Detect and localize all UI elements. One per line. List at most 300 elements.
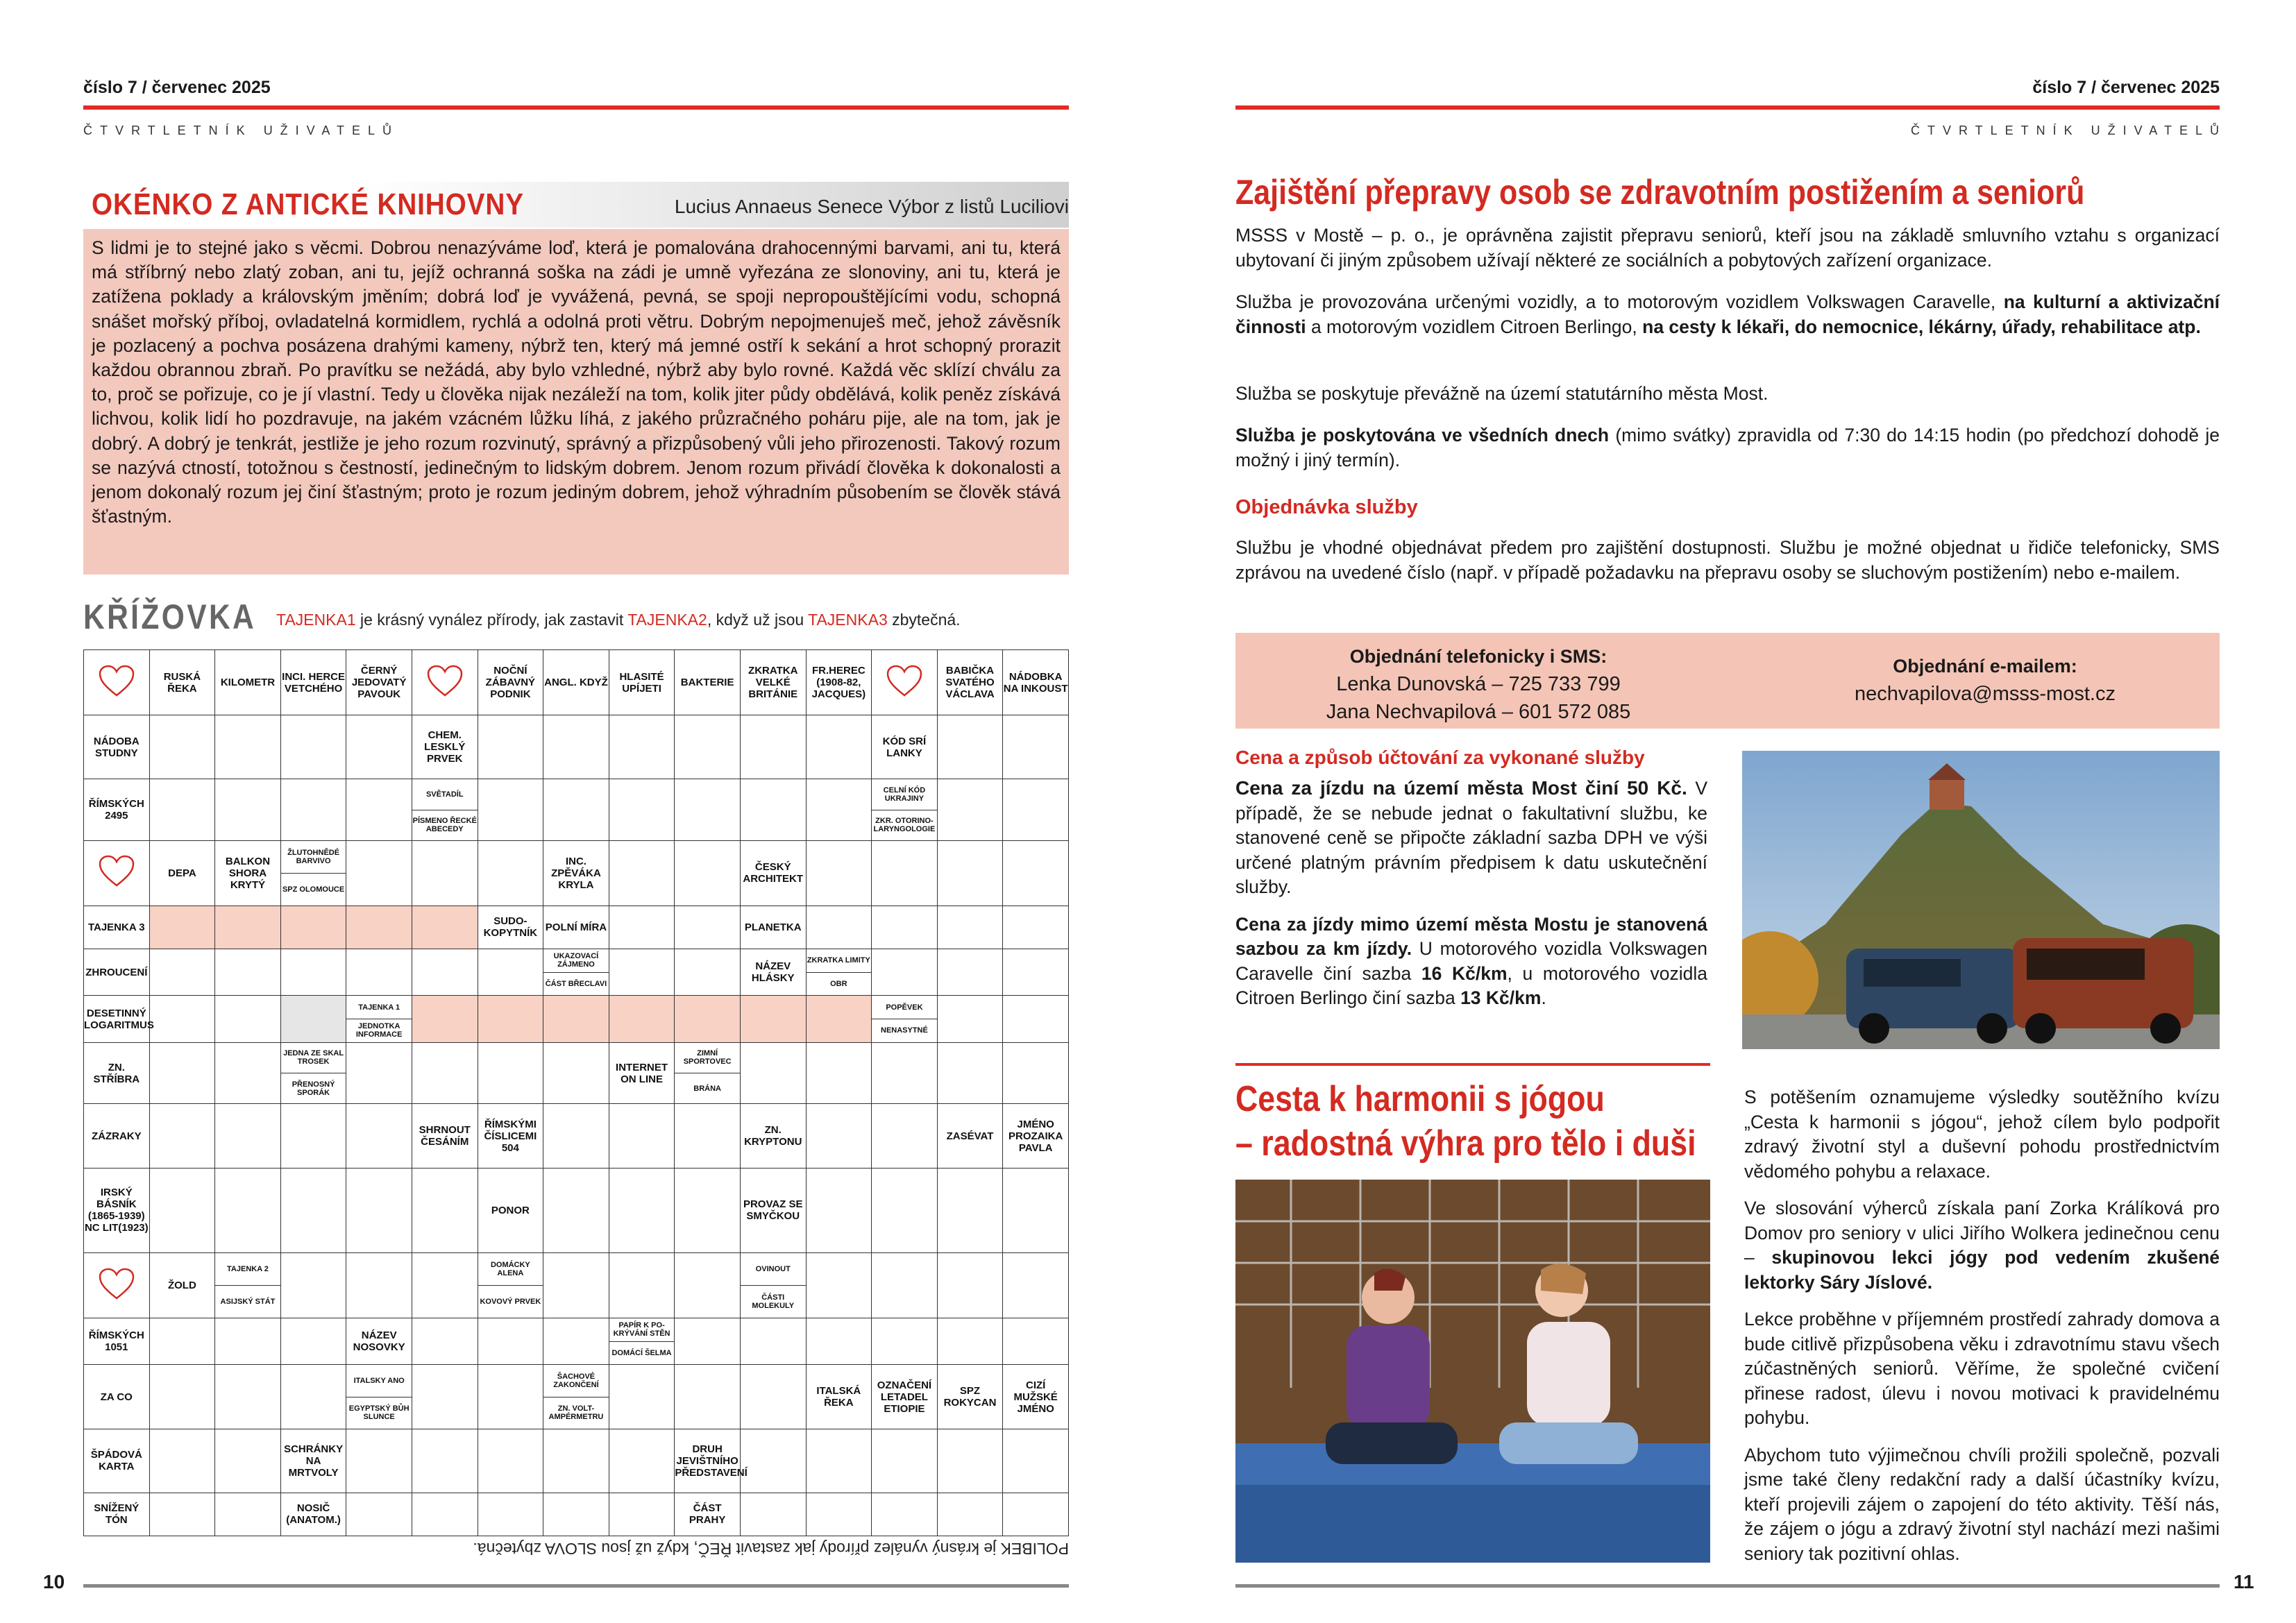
crossword-clue: BALKON SHORA KRYTÝ <box>215 840 281 906</box>
crossword-answer-cell[interactable] <box>478 1042 543 1104</box>
crossword-answer-cell[interactable] <box>149 1104 215 1168</box>
crossword-answer-cell[interactable] <box>806 1318 872 1365</box>
crossword-answer-cell[interactable] <box>937 1318 1003 1365</box>
crossword-answer-cell[interactable] <box>806 1042 872 1104</box>
crossword-answer-cell[interactable] <box>478 949 543 995</box>
crossword-answer-cell[interactable] <box>346 1493 412 1536</box>
yoga-p4: Abychom tuto výjimečnou chvíli prožili společně, pozvali jsme také členy redakční rady a další účastníky kvízu, kteří projevili zájem o zapojení do této aktivity. Těší nás, že zájem o jógu a zdravý životní styl nachází mezi našimi seniory tak pozitivní ohlas. <box>1744 1444 2220 1564</box>
crossword-clue: ITALSKÁ ŘEKA <box>806 1365 872 1429</box>
crossword-answer-cell[interactable] <box>149 1168 215 1252</box>
crossword-split-clue <box>412 779 478 841</box>
hint-text-a: je krásný vynález přírody, jak zastavit <box>355 611 628 629</box>
crossword-row <box>84 1168 1069 1252</box>
contact-box <box>1235 633 2220 729</box>
crossword-clue: JMÉNO PROZAIKA PAVLA <box>1003 1104 1069 1168</box>
crossword-clue-part: PÍSMENO ŘECKÉ ABECEDY <box>412 817 477 834</box>
crossword-answer-cell[interactable] <box>543 1429 609 1493</box>
crossword-answer-cell[interactable] <box>149 779 215 841</box>
okenko-quote <box>83 229 1069 575</box>
heart-icon <box>84 840 150 906</box>
yoga-title <box>1235 1077 1696 1166</box>
crossword-answer-cell[interactable] <box>1003 949 1069 995</box>
crossword-answer-cell[interactable] <box>215 1318 281 1365</box>
crossword-answer-cell[interactable] <box>215 949 281 995</box>
crossword-answer-cell[interactable] <box>543 1253 609 1318</box>
crossword-clue: KÓD SRÍ LANKY <box>872 715 938 779</box>
crossword-answer-cell[interactable] <box>740 1318 806 1365</box>
crossword-answer-cell[interactable] <box>346 779 412 841</box>
crossword-answer-cell[interactable] <box>872 1168 938 1252</box>
crossword-answer-cell[interactable] <box>872 906 938 949</box>
price1-text: V případě, že se nebude jednat o fakultativní službu, ke stanovené ceně se připočte základní sazba DPH ve výši určené platným právním předpisem k datu uskutečnění služby. <box>1235 778 1707 897</box>
crossword-answer-cell[interactable] <box>478 996 543 1042</box>
crossword-answer-cell[interactable] <box>937 1042 1003 1104</box>
crossword-answer-cell[interactable] <box>675 1104 741 1168</box>
crossword-clue: DRUH JEVIŠTNÍHO PŘEDSTAVENÍ <box>675 1429 741 1493</box>
crossword-answer-cell[interactable] <box>872 840 938 906</box>
crossword-answer-cell[interactable] <box>412 840 478 906</box>
yoga-p2-a: Ve slosování výherců získala paní Zorka Králíková pro Domov pro seniory v ulici Jiřího Wolkera jedinečnou cenu – <box>1744 1198 2220 1268</box>
crossword-answer-cell[interactable] <box>872 1493 938 1536</box>
crossword-clue: ANGL. KDYŽ <box>543 650 609 715</box>
crossword-answer-cell[interactable] <box>675 779 741 841</box>
price2-caravelle: 16 Kč/km <box>1421 962 1508 984</box>
crossword-grid <box>83 649 1069 1536</box>
crossword-clue-part: ZKRATKA LIMITY <box>807 949 872 973</box>
crossword-answer-cell[interactable] <box>609 1429 675 1493</box>
crossword-answer-cell[interactable] <box>149 1493 215 1536</box>
crossword-answer-cell[interactable] <box>872 1429 938 1493</box>
crossword-clue: NÁDOBA STUDNY <box>84 715 150 779</box>
crossword-answer-cell[interactable] <box>478 1365 543 1429</box>
crossword-title: KŘÍŽOVKA <box>83 597 257 636</box>
crossword-answer-cell[interactable] <box>937 1429 1003 1493</box>
crossword-answer-cell[interactable] <box>806 1253 872 1318</box>
crossword-answer-cell[interactable] <box>740 1365 806 1429</box>
crossword-answer-cell[interactable] <box>1003 1493 1069 1536</box>
transport-p1: MSSS v Mostě – p. o., je oprávněna zajistit přepravu seniorů, kteří jsou na základě smluvního vztahu s organizací ubytovaní či jiným způsobem užívají některé ze sociálních a pobytových zařízení organizace. <box>1235 225 2220 271</box>
crossword-clue: ZÁZRAKY <box>84 1104 150 1168</box>
newsletter-name-left: ČTVRTLETNÍK UŽIVATELŮ <box>83 124 400 137</box>
crossword-answer-cell[interactable] <box>1003 1253 1069 1318</box>
crossword-clue-part: SPZ OLOMOUCE <box>282 885 345 894</box>
crossword-clue-part: ZKR. OTORINO-LARYNGOLOGIE <box>873 817 936 834</box>
crossword-answer-cell[interactable] <box>806 1104 872 1168</box>
crossword-answer-cell[interactable] <box>412 906 478 949</box>
crossword-answer-cell[interactable] <box>149 1318 215 1365</box>
crossword-answer-cell[interactable] <box>215 996 281 1042</box>
transport-p2-a: Služba je provozována určenými vozidly, a to motorovým vozidlem Volkswagen Caravelle, <box>1235 291 2004 312</box>
crossword-clue: SPZ ROKYCAN <box>937 1365 1003 1429</box>
crossword-answer-cell[interactable] <box>675 1318 741 1365</box>
crossword-answer-cell[interactable] <box>609 840 675 906</box>
crossword-clue: DEPA <box>149 840 215 906</box>
crossword-clue: ZN. STŘÍBRA <box>84 1042 150 1104</box>
crossword-clue: ZKRATKA VELKÉ BRITÁNIE <box>740 650 806 715</box>
crossword-clue-part: UKAZOVACÍ ZÁJMENO <box>543 949 609 973</box>
crossword-answer-cell[interactable] <box>806 906 872 949</box>
crossword-clue: FR.HEREC (1908-82, JACQUES) <box>806 650 872 715</box>
price2-text2: , u motorového vozidla Citroen Berlingo činí sazba <box>1235 962 1707 1008</box>
header-rule-right <box>1235 105 2220 110</box>
crossword-answer-cell[interactable] <box>609 779 675 841</box>
crossword-clue: SUDO-KOPYTNÍK <box>478 906 543 949</box>
crossword-split-clue <box>478 1253 543 1318</box>
crossword-clue-part: ITALSKY ANO <box>346 1365 412 1397</box>
price2-bold: Cena za jízdy mimo území města Mostu je stanovená sazbou za km jízdy. <box>1235 913 1707 959</box>
crossword-split-clue <box>346 996 412 1042</box>
crossword-clue: ŽOLD <box>149 1253 215 1318</box>
crossword-clue-part: ŠACHOVÉ ZAKONČENÍ <box>543 1365 609 1397</box>
crossword-split-clue <box>609 1318 675 1365</box>
crossword-answer-cell[interactable] <box>740 1042 806 1104</box>
order-text: Službu je vhodné objednávat předem pro zajištění dostupnosti. Službu je možné objednat u řidiče telefonicky, SMS zprávou na uvedené číslo (např. v případě požadavku na přepravu osoby se sluchovým postižením) nebo e-mailem. <box>1235 537 2220 583</box>
crossword-answer-cell[interactable] <box>280 906 346 949</box>
crossword-answer-cell[interactable] <box>609 906 675 949</box>
crossword-answer-cell[interactable] <box>543 1042 609 1104</box>
crossword-clue: SHRNOUT ČESÁNÍM <box>412 1104 478 1168</box>
crossword-row <box>84 906 1069 949</box>
yoga-p3: Lekce proběhne v příjemném prostředí zahrady domova a bude citlivě přizpůsobena věku i zdravotnímu stavu všech zúčastněných seniorů. Věříme, že společné cvičení přinese radost, úlevu i novou motivaci k pravidelnému pohybu. <box>1744 1309 2220 1428</box>
crossword-clue: BABIČKA SVATÉHO VÁCLAVA <box>937 650 1003 715</box>
crossword-answer-cell[interactable] <box>872 949 938 995</box>
price2-end: . <box>1541 987 1546 1008</box>
crossword-split-clue <box>872 779 938 841</box>
crossword-clue: BAKTERIE <box>675 650 741 715</box>
crossword-answer-cell[interactable] <box>478 715 543 779</box>
hint-tajenka3: TAJENKA3 <box>808 611 888 629</box>
crossword-answer-cell[interactable] <box>740 1429 806 1493</box>
crossword-answer-cell[interactable] <box>937 779 1003 841</box>
crossword-answer-cell[interactable] <box>806 996 872 1042</box>
crossword-clue-part: ČÁST BŘECLAVI <box>545 980 607 988</box>
crossword-clue: PONOR <box>478 1168 543 1252</box>
crossword-clue: HLASITÉ UPÍJETI <box>609 650 675 715</box>
crossword-split-clue <box>675 1042 741 1104</box>
crossword-answer-cell[interactable] <box>806 779 872 841</box>
crossword-split-clue <box>543 949 609 995</box>
crossword-row <box>84 715 1069 779</box>
price-subtitle: Cena a způsob účtování za vykonané služby <box>1235 747 1645 768</box>
crossword-answer-cell[interactable] <box>280 779 346 841</box>
transport-p4-b: (mimo svátky) zpravidla od 7:30 do 14:15 hodin (po předchozí dohodě je možný i jiný termín). <box>1235 425 2220 470</box>
footer-rule-left <box>83 1584 1069 1588</box>
crossword-clue-part: POPĚVEK <box>872 996 937 1019</box>
crossword-clue: SNÍŽENÝ TÓN <box>84 1493 150 1536</box>
crossword-answer-cell[interactable] <box>412 1493 478 1536</box>
crossword-clue: NOSIČ (ANATOM.) <box>280 1493 346 1536</box>
crossword-answer-cell[interactable] <box>346 1253 412 1318</box>
crossword-answer-cell[interactable] <box>609 1253 675 1318</box>
heart-icon <box>84 1253 150 1318</box>
crossword-answer-cell[interactable] <box>1003 906 1069 949</box>
crossword-answer-cell[interactable] <box>215 1493 281 1536</box>
hint-text-c: zbytečná. <box>887 611 961 629</box>
footer-rule-right <box>1235 1584 2220 1588</box>
price1-bold: Cena za jízdu na území města Most činí 50 Kč. <box>1235 777 1687 799</box>
heart-icon <box>412 650 478 715</box>
crossword-clue: NÁDOBKA NA INKOUST <box>1003 650 1069 715</box>
crossword-clue-part: ŽLUTOHNĚDÉ BARVIVO <box>281 841 346 874</box>
crossword-answer-cell[interactable] <box>412 1429 478 1493</box>
crossword-answer-cell[interactable] <box>346 906 412 949</box>
okenko-quote-text: S lidmi je to stejné jako s věcmi. Dobrou nenazýváme loď, která je pomalována drahocennými barvami, ani tu, která má stříbrný nebo zlatý zoban, ani tu, jejíž ochranná soška na zádi je umně vyřezána ze slonoviny, ani tu, která je zatížena poklady a královským jměním; dobrá loď je vyvážená, pevná, se spoji nepropouštějícími vodu, schopná snášet mořský příboj, ovladatelná kormidlem, rychlá a odolná proti větru. Dobrým nepojmenuješ meč, jehož závěsník je pozlacený a pochva posázena drahými kameny, nýbrž ten, který má jemné ostří k sekání a hrot schopný prorazit každou obrannou zbraň. Po pravítku se nežádá, aby bylo vzhledné, nýbrž aby bylo rovné. Každá věc sklízí chválu za to, proč se pořizuje, co je jí vlastní. Tedy u člověka nijak nezáleží na tom, kolik jiter půdy obdělává, kolik peněz získává lichvou, kolik lidí ho pozdravuje, na jakém vzácném lůžku líhá, z jakého průzračného poháru pije, ale na tom, jak je dobrý. A dobrý je tenkrát, jestliže je jeho rozum rozvinutý, správný a přizpůsobený vůli jeho přirozenosti. Takový rozum se nazývá ctností, totožnou s čestností, jedinečným to lidským dobrem. Jenom rozum přivádí člověka k dokonalosti a jenom dokonalý rozum jej činí šťastným; proto je rozum jediným dobrem, jehož výhradním působením se člověk stává šťastným. <box>92 237 1061 527</box>
crossword-answer-cell[interactable] <box>412 996 478 1042</box>
crossword-answer-cell[interactable] <box>937 1493 1003 1536</box>
crossword-answer-cell[interactable] <box>740 779 806 841</box>
crossword-row <box>84 949 1069 995</box>
crossword-answer-cell[interactable] <box>675 1168 741 1252</box>
crossword-answer-cell[interactable] <box>872 1104 938 1168</box>
crossword-answer-cell[interactable] <box>280 1168 346 1252</box>
crossword-clue: PLANETKA <box>740 906 806 949</box>
crossword-clue: ZHROUCENÍ <box>84 949 150 995</box>
crossword-clue-part: PŘENOSNÝ SPORÁK <box>292 1080 335 1097</box>
crossword-answer-cell[interactable] <box>412 1318 478 1365</box>
crossword-answer-cell[interactable] <box>412 1042 478 1104</box>
crossword-answer-cell[interactable] <box>280 715 346 779</box>
crossword-row <box>84 1429 1069 1493</box>
crossword-answer-cell[interactable] <box>609 996 675 1042</box>
crossword-answer-cell[interactable] <box>675 840 741 906</box>
crossword-answer-cell[interactable] <box>149 949 215 995</box>
crossword-split-clue <box>806 949 872 995</box>
crossword-answer-cell[interactable] <box>609 1168 675 1252</box>
crossword-answer-cell[interactable] <box>872 1253 938 1318</box>
crossword-answer-cell[interactable] <box>149 996 215 1042</box>
crossword-answer-cell[interactable] <box>543 779 609 841</box>
crossword-answer-cell[interactable] <box>346 1104 412 1168</box>
crossword-answer-cell[interactable] <box>937 949 1003 995</box>
crossword-answer-cell[interactable] <box>740 1493 806 1536</box>
crossword-answer-cell[interactable] <box>215 1365 281 1429</box>
crossword-answer-cell[interactable] <box>937 906 1003 949</box>
transport-p2-c: a motorovým vozidlem Citroen Berlingo, <box>1306 316 1643 337</box>
crossword-row <box>84 1365 1069 1429</box>
hint-tajenka1: TAJENKA1 <box>276 611 356 629</box>
order-subtitle: Objednávka služby <box>1235 496 1418 518</box>
crossword-clue: ŘÍMSKÝMI ČÍSLICEMI 504 <box>478 1104 543 1168</box>
crossword-answer-cell[interactable] <box>215 1104 281 1168</box>
crossword-clue-part: EGYPTSKÝ BŮH SLUNCE <box>348 1404 410 1422</box>
header-rule-left <box>83 105 1069 110</box>
crossword-answer-cell[interactable] <box>609 1493 675 1536</box>
transport-title: Zajištění přepravy osob se zdravotním postižením a seniorů <box>1235 173 2085 212</box>
hint-tajenka2: TAJENKA2 <box>627 611 707 629</box>
crossword-answer-cell[interactable] <box>149 1365 215 1429</box>
crossword-answer-cell[interactable] <box>412 949 478 995</box>
crossword-clue: DESETINNÝ LOGARITMUS <box>84 996 150 1042</box>
crossword-answer-cell[interactable] <box>280 996 346 1042</box>
crossword-clue-part: JEDNOTKA INFORMACE <box>355 1022 403 1039</box>
contact-email-address[interactable]: nechvapilova@msss-most.cz <box>1855 683 2116 705</box>
crossword-clue-part: OBR <box>830 980 847 988</box>
crossword-row <box>84 1253 1069 1318</box>
crossword-answer-cell[interactable] <box>280 1253 346 1318</box>
crossword-answer-cell[interactable] <box>543 1493 609 1536</box>
crossword-solution-upside-down: POLIBEK je krásný vynález přírody jak zastavit ŘEČ, když už jsou SLOVA zbytečná. <box>473 1540 1069 1558</box>
crossword-answer-cell[interactable] <box>609 1365 675 1429</box>
page-number-left: 10 <box>43 1571 65 1592</box>
crossword-clue: NÁZEV HLÁSKY <box>740 949 806 995</box>
crossword-answer-cell[interactable] <box>543 1168 609 1252</box>
crossword-answer-cell[interactable] <box>478 840 543 906</box>
crossword-answer-cell[interactable] <box>806 715 872 779</box>
crossword-answer-cell[interactable] <box>675 1253 741 1318</box>
crossword-clue: NOČNÍ ZÁBAVNÝ PODNIK <box>478 650 543 715</box>
crossword-answer-cell[interactable] <box>412 1365 478 1429</box>
crossword-clue-part: CELNÍ KÓD UKRAJINY <box>872 779 937 810</box>
crossword-split-clue <box>543 1365 609 1429</box>
crossword-answer-cell[interactable] <box>215 906 281 949</box>
yoga-p1: S potěšením oznamujeme výsledky soutěžního kvízu „Cesta k harmonii s jógou“, jehož cílem bylo podpořit zdravý životní styl a duševní pohodu prostřednictvím vědomého pohybu a relaxace. <box>1744 1087 2220 1182</box>
crossword-row <box>84 779 1069 841</box>
crossword-answer-cell[interactable] <box>937 840 1003 906</box>
crossword-answer-cell[interactable] <box>346 1168 412 1252</box>
crossword-split-clue <box>346 1365 412 1429</box>
crossword-answer-cell[interactable] <box>1003 840 1069 906</box>
crossword-answer-cell[interactable] <box>609 715 675 779</box>
crossword-answer-cell[interactable] <box>543 715 609 779</box>
crossword-clue-part: JEDNA ZE SKAL TROSEK <box>281 1043 346 1073</box>
transport-p4 <box>1235 423 2220 473</box>
yoga-p2 <box>1744 1196 2220 1295</box>
crossword-answer-cell[interactable] <box>740 996 806 1042</box>
crossword-answer-cell[interactable] <box>280 1318 346 1365</box>
crossword-answer-cell[interactable] <box>675 906 741 949</box>
crossword-answer-cell[interactable] <box>872 1042 938 1104</box>
crossword-answer-cell[interactable] <box>937 996 1003 1042</box>
crossword-clue: NÁZEV NOSOVKY <box>346 1318 412 1365</box>
page-number-right: 11 <box>2234 1571 2254 1592</box>
crossword-answer-cell[interactable] <box>543 1318 609 1365</box>
crossword-answer-cell[interactable] <box>215 1429 281 1493</box>
crossword-answer-cell[interactable] <box>412 1253 478 1318</box>
crossword-answer-cell[interactable] <box>149 906 215 949</box>
crossword-split-clue <box>872 996 938 1042</box>
okenko-author: Lucius Annaeus Senece Výbor z listů Luciliovi <box>674 196 1069 217</box>
vans-photo <box>1742 751 2220 1049</box>
crossword-answer-cell[interactable] <box>675 996 741 1042</box>
crossword-hint <box>276 611 961 629</box>
crossword-answer-cell[interactable] <box>872 1318 938 1365</box>
crossword-answer-cell[interactable] <box>215 1168 281 1252</box>
crossword-answer-cell[interactable] <box>149 1429 215 1493</box>
crossword-answer-cell[interactable] <box>806 1493 872 1536</box>
crossword-answer-cell[interactable] <box>478 1493 543 1536</box>
crossword-clue: INTERNET ON LINE <box>609 1042 675 1104</box>
crossword-answer-cell[interactable] <box>478 1318 543 1365</box>
crossword-answer-cell[interactable] <box>280 949 346 995</box>
crossword-clue-part: KOVOVÝ PRVEK <box>480 1298 541 1306</box>
crossword-answer-cell[interactable] <box>806 1168 872 1252</box>
crossword-answer-cell[interactable] <box>1003 1318 1069 1365</box>
crossword-answer-cell[interactable] <box>937 1168 1003 1252</box>
crossword-clue-part: DOMÁCKY ALENA <box>478 1253 543 1286</box>
crossword-clue: ŘÍMSKÝCH 2495 <box>84 779 150 841</box>
crossword-answer-cell[interactable] <box>346 1429 412 1493</box>
crossword-answer-cell[interactable] <box>280 1104 346 1168</box>
crossword-row <box>84 996 1069 1042</box>
crossword-answer-cell[interactable] <box>149 715 215 779</box>
crossword-answer-cell[interactable] <box>346 840 412 906</box>
crossword-clue-part: PAPÍR K PO-KRÝVÁNÍ STĚN <box>609 1318 675 1342</box>
crossword-answer-cell[interactable] <box>280 1365 346 1429</box>
crossword-row <box>84 1493 1069 1536</box>
transport-p3: Služba se poskytuje převážně na území statutárního města Most. <box>1235 383 1769 404</box>
crossword-answer-cell[interactable] <box>346 949 412 995</box>
crossword-clue-part: BRÁNA <box>693 1084 721 1093</box>
crossword-clue-part: ZN. VOLT-AMPÉRMETRU <box>548 1404 604 1422</box>
crossword-clue: ZN. KRYPTONU <box>740 1104 806 1168</box>
contact-phone-title: Objednání telefonicky i SMS: <box>1349 646 1607 667</box>
yoga-photo <box>1235 1180 1710 1563</box>
crossword-answer-cell[interactable] <box>740 715 806 779</box>
crossword-answer-cell[interactable] <box>1003 996 1069 1042</box>
crossword-answer-cell[interactable] <box>543 1104 609 1168</box>
crossword-clue-part: ASIJSKÝ STÁT <box>220 1298 276 1306</box>
crossword-clue: ŘÍMSKÝCH 1051 <box>84 1318 150 1365</box>
crossword-answer-cell[interactable] <box>806 840 872 906</box>
issue-label-right: číslo 7 / červenec 2025 <box>2032 78 2220 97</box>
crossword-answer-cell[interactable] <box>346 715 412 779</box>
crossword-clue-part: TAJENKA 1 <box>346 996 412 1019</box>
issue-label-left: číslo 7 / červenec 2025 <box>83 78 271 97</box>
crossword-answer-cell[interactable] <box>937 1253 1003 1318</box>
contact-phone <box>1277 643 1680 726</box>
contact-email-title: Objednání e-mailem: <box>1893 656 2077 677</box>
crossword-answer-cell[interactable] <box>346 1042 412 1104</box>
crossword-answer-cell[interactable] <box>215 1042 281 1104</box>
contact-phone-2: Jana Nechvapilová – 601 572 085 <box>1326 701 1631 723</box>
transport-p4-a: Služba je poskytována ve všedních dnech <box>1235 425 1610 445</box>
crossword-answer-cell[interactable] <box>1003 1429 1069 1493</box>
crossword-answer-cell[interactable] <box>215 715 281 779</box>
crossword-clue-part: DOMÁCÍ ŠELMA <box>611 1349 672 1358</box>
crossword-answer-cell[interactable] <box>675 949 741 995</box>
crossword-clue: KILOMETR <box>215 650 281 715</box>
crossword-answer-cell[interactable] <box>609 1104 675 1168</box>
crossword-row <box>84 840 1069 906</box>
crossword-answer-cell[interactable] <box>609 949 675 995</box>
transport-p2-d: na cesty k lékaři, do nemocnice, lékárny, úřady, rehabilitace atp. <box>1642 316 2201 337</box>
crossword-row <box>84 1104 1069 1168</box>
crossword-answer-cell[interactable] <box>1003 779 1069 841</box>
crossword-answer-cell[interactable] <box>215 779 281 841</box>
crossword-answer-cell[interactable] <box>543 996 609 1042</box>
crossword-clue: ŠPÁDOVÁ KARTA <box>84 1429 150 1493</box>
crossword-answer-cell[interactable] <box>1003 1042 1069 1104</box>
crossword-answer-cell[interactable] <box>478 779 543 841</box>
crossword-answer-cell[interactable] <box>675 1365 741 1429</box>
crossword-clue: CIZÍ MUŽSKÉ JMÉNO <box>1003 1365 1069 1429</box>
price-text <box>1235 776 1707 1011</box>
crossword-answer-cell[interactable] <box>478 1429 543 1493</box>
crossword-clue-part: ZIMNÍ SPORTOVEC <box>675 1043 740 1073</box>
crossword-clue: ČÁST PRAHY <box>675 1493 741 1536</box>
crossword-answer-cell[interactable] <box>675 715 741 779</box>
price2-berlingo: 13 Kč/km <box>1460 987 1542 1008</box>
crossword-answer-cell[interactable] <box>1003 1168 1069 1252</box>
crossword-answer-cell[interactable] <box>412 1168 478 1252</box>
crossword-answer-cell[interactable] <box>149 1042 215 1104</box>
crossword-clue: INCI. HERCE VETCHÉHO <box>280 650 346 715</box>
crossword-answer-cell[interactable] <box>1003 715 1069 779</box>
crossword-answer-cell[interactable] <box>806 1429 872 1493</box>
crossword-answer-cell[interactable] <box>937 715 1003 779</box>
crossword-clue: ZASÉVAT <box>937 1104 1003 1168</box>
price2-text: U motorového vozidla Volkswagen Caravelle činí sazba <box>1235 938 1707 984</box>
